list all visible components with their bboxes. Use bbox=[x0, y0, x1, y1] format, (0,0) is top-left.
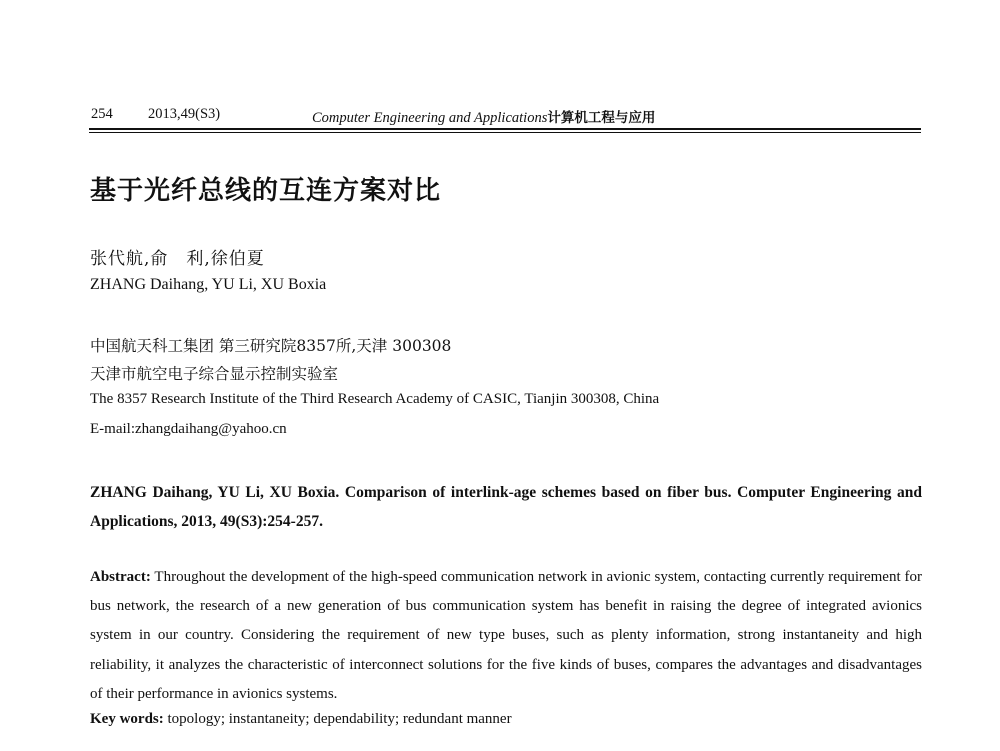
journal-name bbox=[312, 106, 655, 127]
affiliation-lab-cn: 天津市航空电子综合显示控制实验室 bbox=[90, 365, 339, 383]
authors-en: ZHANG Daihang, YU Li, XU Boxia bbox=[90, 276, 327, 293]
authors-cn: 张代航,俞 利,徐伯夏 bbox=[90, 249, 265, 269]
affiliation-en: The 8357 Research Institute of the Third Research Academy of CASIC, Tianjin 300308, China bbox=[90, 391, 660, 407]
volume-issue: 2013,49(S3) bbox=[148, 106, 221, 122]
keywords bbox=[90, 711, 512, 728]
keywords-text: topology; instantaneity; dependability; redundant manner bbox=[167, 711, 512, 727]
keywords-label: Key words: bbox=[90, 711, 164, 727]
page-number: 254 bbox=[91, 106, 113, 122]
affiliation-cn: 中国航天科工集团 第三研究院8357所,天津 300308 bbox=[90, 337, 452, 355]
journal-name-en: Computer Engineering and Applications bbox=[312, 110, 548, 126]
abstract-label: Abstract: bbox=[90, 569, 151, 585]
journal-name-cn: 计算机工程与应用 bbox=[547, 110, 656, 126]
abstract bbox=[90, 563, 922, 709]
header-rule-thick bbox=[89, 128, 921, 130]
citation: ZHANG Daihang, YU Li, XU Boxia. Comparison of interlink-age schemes based on fiber bus. Computer Engineering and Applications, 2013, 49(S3):254-257. bbox=[90, 484, 922, 530]
paper-title: 基于光纤总线的互连方案对比 bbox=[90, 176, 442, 206]
author-email: E-mail:zhangdaihang@yahoo.cn bbox=[90, 421, 287, 437]
header-rule-thin bbox=[89, 132, 921, 133]
abstract-text: Throughout the development of the high-speed communication network in avionic system, contacting currently requirement for bus network, the research of a new generation of bus communication system has benefit in raising the degree of integrated avionics system in our country. Considering the requirement of new type buses, such as plenty information, strong instantaneity and high reliability, it analyzes the characteristic of interconnect solutions for the five kinds of buses, compares the advantages and disadvantages of their performance in avionics systems. bbox=[90, 569, 922, 702]
